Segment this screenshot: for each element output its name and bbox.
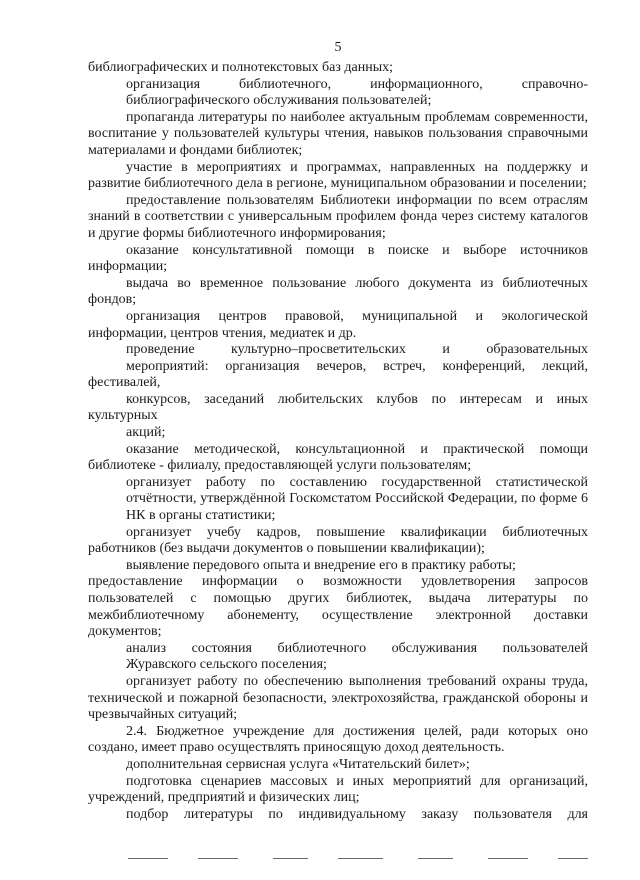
paragraph: предоставление пользователям Библиотеки информации по всем отраслям знаний в соответствии с универсальным профилем фонда через систему каталогов и другие формы библиотечного информирования; xyxy=(88,192,588,241)
paragraph xyxy=(88,77,588,110)
paragraph: выдача во временное пользование любого документа из библиотечных фондов; xyxy=(88,275,588,308)
paragraph-line: Журавского сельского поселения; xyxy=(126,657,327,673)
paragraph: организует работу по обеспечению выполнения требований охраны труда, технической и пожарной безопасности, электрохозяйства, гражданской обороны и чрезвычайных ситуаций; xyxy=(88,673,588,723)
page-number: 5 xyxy=(334,40,342,55)
paragraph: оказание методической, консультационной и практической помощи библиотеке - филиалу, предоставляющей услуги пользователям; xyxy=(88,441,588,474)
paragraph: 2.4. Бюджетное учреждение для достижения целей, ради которых оно создано, имеет право осуществлять приносящую доход деятельность. xyxy=(88,723,588,756)
paragraph-line: мероприятий: организация вечеров, встреч, конференций, лекций, фестивалей, xyxy=(88,358,588,391)
paragraph: организует учебу кадров, повышение квалификации библиотечных работников (без выдачи документов о повышении квалификации); xyxy=(88,524,588,557)
bottom-scan-lines xyxy=(88,858,588,860)
paragraph: участие в мероприятиях и программах, направленных на поддержку и развитие библиотечного дела в регионе, муниципальном образовании и поселении; xyxy=(88,159,588,192)
paragraph-line: пользователей с помощью других библиотек, выдача литературы по xyxy=(88,591,588,606)
paragraph-line: библиографического обслуживания пользователей; xyxy=(126,93,432,109)
paragraph-line: анализ состояния библиотечного обслуживания пользователей xyxy=(126,640,588,656)
paragraph xyxy=(88,574,588,640)
paragraph-line: межбиблиотечному абонементу, осуществление электронной доставки xyxy=(88,607,588,623)
paragraph xyxy=(88,342,588,442)
paragraph-line: проведение культурно–просветительских и образовательных xyxy=(126,342,588,358)
paragraph: выявление передового опыта и внедрение его в практику работы; xyxy=(126,557,516,573)
paragraph-line: организует работу по составлению государственной статистической xyxy=(126,474,588,490)
paragraph: пропаганда литературы по наиболее актуальным проблемам современности, воспитание у пользователей культуры чтения, навыков пользования справочными материалами и фондами библиотек; xyxy=(88,109,588,158)
paragraph-line: отчётности, утверждённой Госкомстатом Российской Федерации, по форме 6 xyxy=(126,491,588,507)
paragraph: подготовка сценариев массовых и иных мероприятий для организаций, учреждений, предприятий и физических лиц; xyxy=(88,773,588,806)
paragraph: дополнительная сервисная услуга «Читательский билет»; xyxy=(126,756,470,772)
paragraph xyxy=(88,641,588,674)
paragraph xyxy=(88,475,588,525)
paragraph-line: акций; xyxy=(126,425,166,441)
paragraph: оказание консультативной помощи в поиске и выборе источников информации; xyxy=(88,242,588,275)
paragraph-line: документов; xyxy=(88,624,162,640)
paragraph: подбор литературы по индивидуальному заказу пользователя для xyxy=(126,806,588,822)
paragraph-line: организация библиотечного, информационного, справочно- xyxy=(126,76,588,92)
document-body xyxy=(88,60,588,823)
paragraph-line: конкурсов, заседаний любительских клубов по интересам и иных культурных xyxy=(88,391,588,424)
paragraph-line: НК в органы статистики; xyxy=(126,508,276,524)
paragraph: организация центров правовой, муниципальной и экологической информации, центров чтения, медиатек и др. xyxy=(88,308,588,341)
paragraph: библиографических и полнотекстовых баз данных; xyxy=(88,60,394,75)
paragraph-line: предоставление информации о возможности удовлетворения запросов xyxy=(88,574,588,590)
